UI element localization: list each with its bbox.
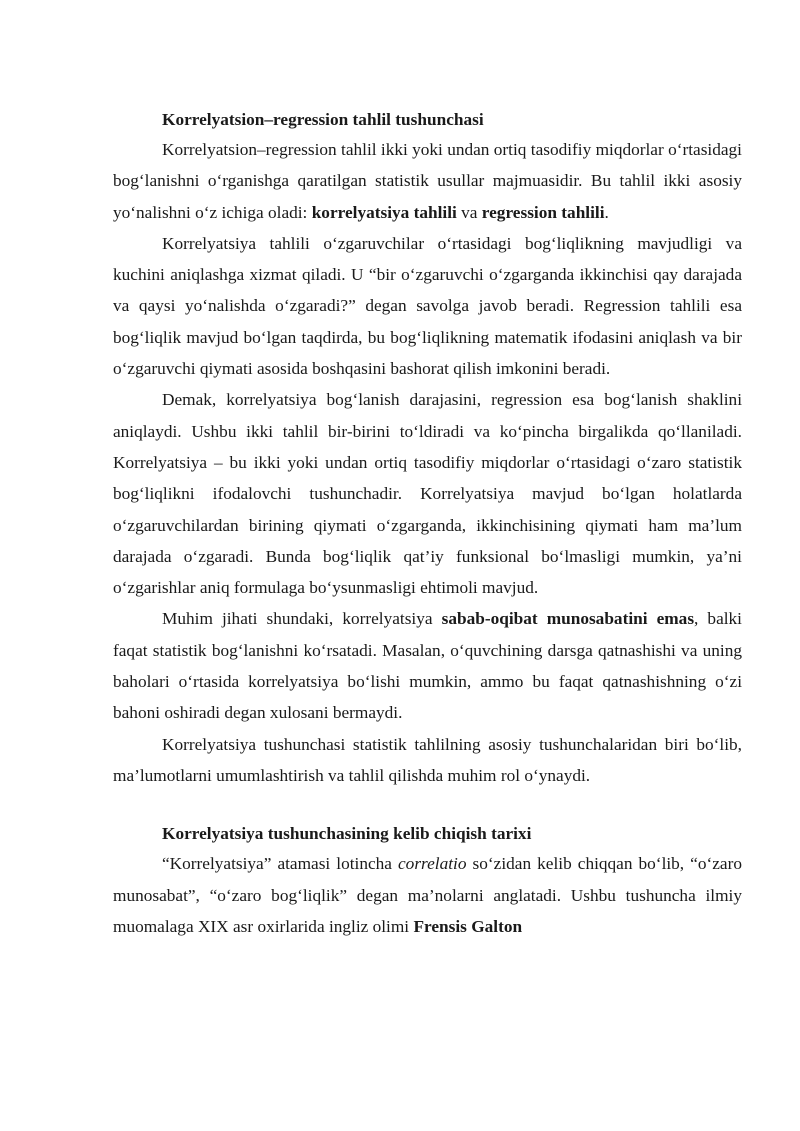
italic-term-correlatio: correlatio [398,854,467,874]
paragraph-text: “Korrelyatsiya” atamasi lotincha [162,854,399,874]
section-heading-history: Korrelyatsiya tushunchasining kelib chiqish tarixi [162,824,532,844]
paragraph-definition [113,134,742,228]
paragraph-text: . [604,202,609,222]
document-page [113,106,742,942]
paragraph-text: Korrelyatsion–regression tahlil ikki yoki undan ortiq tasodifiy miqdorlar o‘rtasidagi bog‘lanishni o‘rganishga qaratilgan statistik usullar majmuasidir. Bu tahlil ikki asosiy yo‘nalishni o‘z ichiga oladi: [113,140,742,222]
paragraph-text: Muhim jihati shundaki, korrelyatsiya [162,609,442,629]
paragraph-text: so‘zidan kelib chiqqan bo‘lib, “o‘zaro munosabat”, “o‘zaro bog‘liqlik” degan ma’nolarni anglatadi. Ushbu tushuncha ilmiy muomalaga XIX asr oxirlarida ingliz olimi [113,854,742,936]
bold-term-regression-analysis: regression tahlili [481,202,605,222]
section-spacer [113,791,742,820]
paragraph-correlation-purpose: Korrelyatsiya tahlili o‘zgaruvchilar o‘rtasidagi bog‘liqlikning mavjudligi va kuchini aniqlashga xizmat qiladi. U “bir o‘zgaruvchi o‘zgarganda ikkinchisi qay darajada va qaysi yo‘nalishda o‘zgaradi?” degan savolga javob beradi. Regression tahlili esa bog‘liqlik mavjud bo‘lgan taqdirda, bu bog‘liqlikning matematik ifodasini aniqlash va bir o‘zgaruvchi qiymati asosida boshqasini bashorat qilish imkonini beradi. [113,233,742,379]
bold-term-causation: sabab-oqibat munosabatini emas [441,609,695,629]
paragraph-history [113,848,742,942]
bold-name-francis-galton: Frensis Galton [413,916,523,936]
section-heading-correlation-regression: Korrelyatsion–regression tahlil tushunchasi [162,110,484,129]
paragraph-conclusion: Korrelyatsiya tushunchasi statistik tahlilning asosiy tushunchalaridan biri bo‘lib, ma’lumotlarni umumlashtirish va tahlil qilishda muhim rol o‘ynaydi. [113,734,742,785]
paragraph-causation-note [113,603,742,728]
paragraph-correlation-vs-regression: Demak, korrelyatsiya bog‘lanish darajasini, regression esa bog‘lanish shaklini aniqlaydi. Ushbu ikki tahlil bir-birini to‘ldiradi va ko‘pincha birgalikda qo‘llaniladi. Korrelyatsiya – bu ikki yoki undan ortiq tasodifiy miqdorlar o‘rtasidagi o‘zaro statistik bog‘liqlikni ifodalovchi tushunchadir. Korrelyatsiya mavjud bo‘lgan holatlarda o‘zgaruvchilardan birining qiymati o‘zgarganda, ikkinchisining qiymati ham ma’lum darajada o‘zgaradi. Bunda bog‘liqlik qat’iy funksional bo‘lmasligi mumkin, ya’ni o‘zgarishlar aniq formulaga bo‘ysunmasligi ehtimoli mavjud. [113,390,742,598]
paragraph-text: , balki faqat statistik bog‘lanishni ko‘rsatadi. Masalan, o‘quvchining darsga qatnashishi va uning baholari o‘rtasida korrelyatsiya bo‘lishi mumkin, ammo bu faqat qatnashishning o‘zi bahoni oshiradi degan xulosani bermaydi. [113,609,742,723]
paragraph-text: va [456,202,482,222]
bold-term-correlation-analysis: korrelyatsiya tahlili [311,202,457,222]
